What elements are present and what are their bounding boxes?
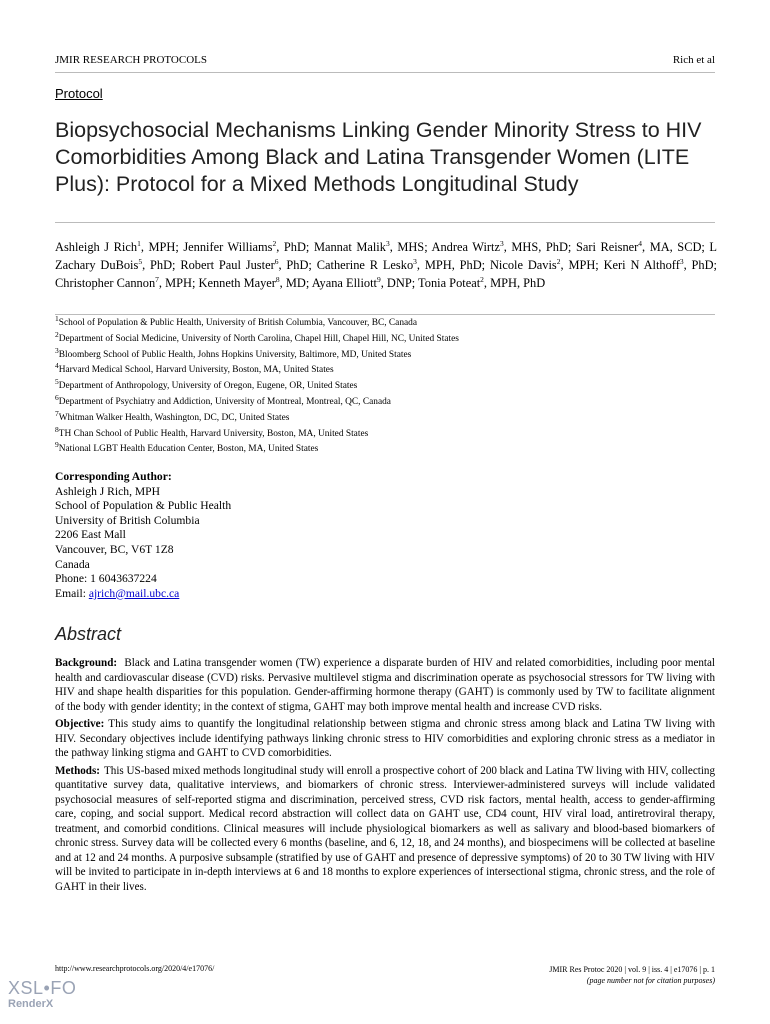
author-name: Robert Paul Juster — [180, 258, 275, 272]
authors-rule — [55, 314, 715, 315]
author-affil-number: 7 — [155, 274, 159, 284]
affiliation-number: 3 — [55, 345, 59, 355]
author-degree: , MA, SCD; — [642, 240, 710, 254]
author-name: Christopher Cannon — [55, 276, 156, 290]
corr-line: 2206 East Mall — [55, 528, 126, 542]
author-entry — [314, 240, 432, 254]
article-type: Protocol — [55, 86, 103, 101]
author-affil-number: 1 — [137, 238, 141, 248]
author-affil-number: 2 — [556, 256, 561, 266]
affiliation-number: 7 — [55, 408, 59, 418]
section-label: Methods: — [55, 764, 100, 777]
affiliation-number: 8 — [55, 424, 59, 434]
author-affil-number: 5 — [138, 256, 143, 266]
author-degree: , PhD; — [142, 258, 181, 272]
author-entry — [180, 258, 316, 272]
section-label: Background: — [55, 657, 118, 669]
author-name: Ashleigh J Rich — [55, 240, 138, 254]
affiliation-number: 9 — [55, 440, 59, 450]
corresponding-author — [55, 470, 231, 601]
corr-line: University of British Columbia — [55, 513, 200, 527]
affiliation-list — [55, 313, 715, 458]
author-name: Ayana Elliott — [311, 276, 377, 290]
author-degree: , DNP; — [380, 276, 419, 290]
affiliation-number: 6 — [55, 392, 59, 402]
author-entry — [55, 240, 183, 254]
affiliation — [55, 313, 715, 332]
author-degree: , MHS; — [389, 240, 432, 254]
affiliation-text: Department of Anthropology, University of Oregon, Eugene, OR, United States — [58, 381, 358, 392]
corresponding-label: Corresponding Author: — [55, 470, 172, 483]
footer-url: http://www.researchprotocols.org/2020/4/e17076/ — [55, 964, 215, 973]
author-name: Catherine R Lesko — [316, 258, 414, 272]
author-name: Kenneth Mayer — [198, 276, 276, 290]
abstract-methods — [55, 764, 715, 895]
affiliation — [55, 424, 715, 443]
author-entry — [199, 276, 312, 290]
author-entry — [604, 258, 717, 272]
author-entry — [183, 240, 314, 254]
affiliation-text: National LGBT Health Education Center, Boston, MA, United States — [58, 444, 319, 455]
affiliation-number: 2 — [55, 329, 59, 339]
affiliation — [55, 345, 715, 364]
corr-line: Phone: 1 6043637224 — [55, 572, 157, 586]
author-entry — [55, 276, 199, 290]
title-rule — [55, 222, 715, 223]
watermark-line2: RenderX — [8, 998, 54, 1010]
author-degree: , MD; — [279, 276, 312, 290]
corr-line: Vancouver, BC, V6T 1Z8 — [55, 542, 174, 556]
author-degree: , MPH; — [560, 258, 604, 272]
email-link[interactable]: ajrich@mail.ubc.ca — [88, 586, 180, 600]
abstract-objective — [55, 717, 715, 761]
author-degree: , PhD; — [683, 258, 717, 272]
affiliation — [55, 329, 715, 348]
affiliation-text: Department of Psychiatry and Addiction, University of Montreal, Montreal, QC, Canada — [58, 396, 391, 407]
author-affil-number: 2 — [480, 274, 484, 284]
affiliation-text: Bloomberg School of Public Health, Johns Hopkins University, Baltimore, MD, United States — [58, 349, 412, 360]
author-degree: , MPH, PhD; — [416, 258, 490, 272]
author-name: Sari Reisner — [575, 240, 639, 254]
author-list — [55, 238, 717, 292]
section-label: Objective: — [55, 718, 105, 730]
author-degree: , MPH; — [158, 276, 199, 290]
affiliation — [55, 408, 715, 427]
author-entry — [317, 258, 490, 272]
author-affil-number: 3 — [679, 256, 684, 266]
affiliation-text: School of Population & Public Health, University of British Columbia, Vancouver, BC, Canada — [58, 318, 418, 328]
corr-line: Canada — [55, 557, 90, 571]
author-entry — [432, 240, 576, 254]
affiliation-number: 5 — [55, 377, 59, 387]
footer-note: (page number not for citation purposes) — [586, 976, 715, 985]
abstract-background — [55, 656, 715, 714]
author-affil-number: 3 — [385, 238, 390, 248]
affiliation-number: 4 — [55, 361, 59, 371]
author-affil-number: 3 — [500, 238, 504, 248]
corr-line: Ashleigh J Rich, MPH — [55, 484, 160, 498]
author-name: Keri N Althoff — [603, 258, 680, 272]
email-label: Email: — [55, 586, 89, 600]
affiliation — [55, 379, 715, 395]
article-title: Biopsychosocial Mechanisms Linking Gender Minority Stress to HIV Comorbidities Among Black and Latina Transgender Women (LITE Plus): Protocol for a Mixed Methods Longitudinal Study — [55, 118, 702, 196]
author-degree: , MPH; — [140, 240, 184, 254]
author-name: Mannat Malik — [313, 240, 386, 254]
corr-line: School of Population & Public Health — [55, 499, 232, 513]
author-degree: , MHS, PhD; — [503, 240, 576, 254]
author-affil-number: 2 — [272, 238, 277, 248]
footer-citation-block — [549, 964, 715, 986]
author-entry — [576, 240, 709, 254]
affiliation-text: Whitman Walker Health, Washington, DC, DC, United States — [58, 412, 290, 423]
author-degree: , PhD; — [278, 258, 317, 272]
abstract-body — [55, 656, 715, 897]
watermark-line1: XSL•FO — [8, 978, 77, 998]
affiliation — [55, 392, 715, 411]
section-text: Black and Latina transgender women (TW) experience a disparate burden of HIV and related comorbidities, including poor mental health and cardiovascular disease (CVD) risks. Pervasive multilevel stigma and discrimination operate as psychosocial stressors for TW living with HIV and shape health disparities for this population. Gender-affirming hormone therapy (GAHT) is commonly used by TW to facilitate alignment of the body with gender identity; in the context of stigma, GAHT may both improve mental health and increase CVD risks. — [55, 657, 716, 713]
affiliation-number: 1 — [55, 313, 59, 323]
affiliation-text: Harvard Medical School, Harvard University, Boston, MA, United States — [58, 365, 334, 376]
running-header — [55, 54, 715, 70]
author-entry — [490, 258, 604, 272]
author-affil-number: 8 — [275, 274, 280, 284]
author-entry — [418, 276, 545, 290]
header-rule — [55, 72, 715, 73]
affiliation-text: TH Chan School of Public Health, Harvard University, Boston, MA, United States — [58, 428, 369, 439]
author-name: Nicole Davis — [489, 258, 557, 272]
author-name: Andrea Wirtz — [431, 240, 500, 254]
affiliation — [55, 442, 715, 458]
author-affil-number: 3 — [413, 256, 417, 266]
running-authors: Rich et al — [672, 54, 715, 66]
xslfo-watermark — [8, 978, 77, 1011]
abstract-heading: Abstract — [55, 624, 122, 644]
author-entry — [312, 276, 418, 290]
author-degree: , MPH, PhD — [483, 276, 546, 290]
author-name: Tonia Poteat — [418, 276, 481, 290]
section-text: This study aims to quantify the longitudinal relationship between stigma and chronic stress among black and Latina TW living with HIV. Secondary objectives include identifying pathways linking chronic stress to HIV comorbidities and exploring chronic stress as a mediator in the pathway linking stigma and GAHT to CVD comorbidities. — [55, 718, 715, 759]
affiliation — [55, 363, 715, 379]
author-affil-number: 6 — [274, 256, 279, 266]
author-degree: , PhD; — [276, 240, 314, 254]
section-text: This US-based mixed methods longitudinal study will enroll a prospective cohort of 200 black and Latina TW living with HIV, collecting quantitative survey data, qualitative interviews, and biomarkers of chronic stress. Interviewer-administered surveys will include validated psychosocial measures of self-reported stigma and discrimination, perceived stress, CVD risk factors, mental health, access to gender-affirming care, coping, and social support. Medical record abstraction will collect data on GAHT use, CD4 count, HIV viral load, antiretroviral therapy, treatment, and comorbid conditions. Clinical measures will include physiological biomarkers as well as salivary and blood-based biomarkers of chronic stress. Survey data will be collected every 6 months (baseline, and 6, 12, 18, and 24 months), and biospecimens will be collected at baseline and at 12 and 24 months. A purposive subsample (stratified by use of GAHT and presence of depressive symptoms) of 20 to 30 TW living with HIV will be invited to participate in in-depth interviews at 6 and 18 months to explore experiences of intersectional stigma, chronic stress, and the role of GAHT in their lives. — [55, 764, 715, 893]
author-name: Jennifer Williams — [183, 240, 273, 254]
affiliation-text: Department of Social Medicine, University of North Carolina, Chapel Hill, Chapel Hill, NC, United States — [58, 333, 459, 344]
journal-name: JMIR RESEARCH PROTOCOLS — [55, 54, 207, 66]
author-affil-number: 4 — [638, 238, 643, 248]
author-affil-number: 9 — [376, 274, 381, 284]
author-name: L Zachary DuBois — [55, 240, 717, 272]
footer-citation: JMIR Res Protoc 2020 | vol. 9 | iss. 4 | e17076 | p. 1 — [549, 965, 715, 974]
email-line — [55, 587, 231, 602]
